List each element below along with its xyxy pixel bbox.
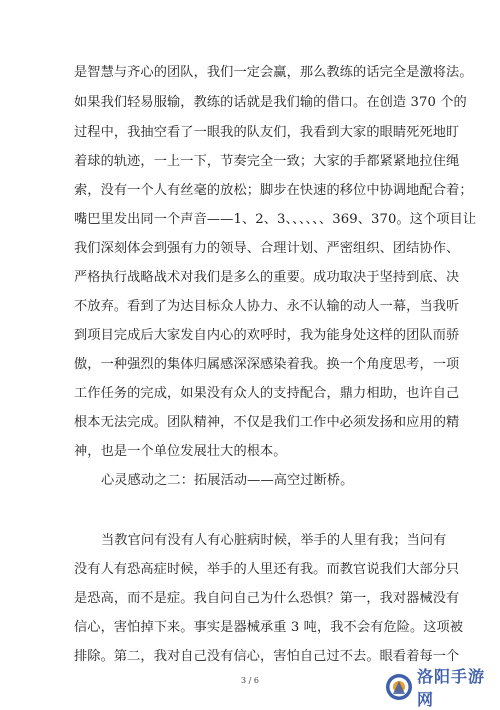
site-logo-icon [384,672,414,702]
body-text-line: 我们深刻体会到强有力的领导、合理计划、严密组织、团结协作、 [74,241,460,256]
body-text-line: 到项目完成后大家发自内心的欢呼时，我为能身处这样的团队而骄 [74,328,460,343]
body-text-line: 不放弃。看到了为达目标众人协力、永不认输的动人一幕，当我听 [74,299,460,314]
body-text-line: 信心，害怕掉下来。事实是器械承重 3 吨，我不会有危险。这项被 [74,620,464,635]
body-text-line: 严格执行战略战术对我们是多么的重要。成功取决于坚持到底、决 [74,270,460,285]
body-text-line: 如果我们轻易服输，教练的话就是我们输的借口。在创造 370 个的 [74,95,467,110]
watermark-text: 洛阳手游网 [417,667,486,709]
page-number: 3 / 6 [241,676,259,685]
body-text-line: 嘴巴里发出同一个声音——1、2、3、、、、、、369、370。这个项目让 [74,212,477,227]
body-text-line: 是恐高，而不是症。我自问自己为什么恐惧？第一，我对器械没有 [74,591,460,606]
body-text-line: 傲，一种强烈的集体归属感深深感染着我。换一个角度思考，一项 [74,357,460,372]
body-text-line: 根本无法完成。团队精神，不仅是我们工作中必须发扬和应用的精 [74,415,460,430]
body-text-line: 神，也是一个单位发展壮大的根本。 [74,444,287,459]
body-text-line: 索，没有一个人有丝毫的放松；脚步在快速的移位中协调地配合着； [74,183,473,198]
body-text-line: 过程中，我抽空看了一眼我的队友们，我看到大家的眼睛死死地盯 [74,125,460,140]
body-text-line: 排除。第二，我对自己没有信心，害怕自己过不去。眼看着每一个 [74,649,460,664]
site-watermark [384,667,494,709]
body-text-line: 工作任务的完成，如果没有众人的支持配合，鼎力相助，也许自己 [74,386,460,401]
section-heading: 心灵感动之二：拓展活动——高空过断桥。 [101,473,354,488]
body-text-line: 着球的轨迹，一上一下，节奏完全一致；大家的手都紧紧地拉住绳 [74,154,460,169]
body-text-line: 是智慧与齐心的团队，我们一定会赢，那么教练的话完全是激将法。 [74,65,473,80]
body-text-line: 没有人有恐高症时候，举手的人里还有我。而教官说我们大部分只 [74,562,460,577]
body-text-line: 当教官问有没有人有心脏病时候，举手的人里有我；当问有 [101,533,447,548]
